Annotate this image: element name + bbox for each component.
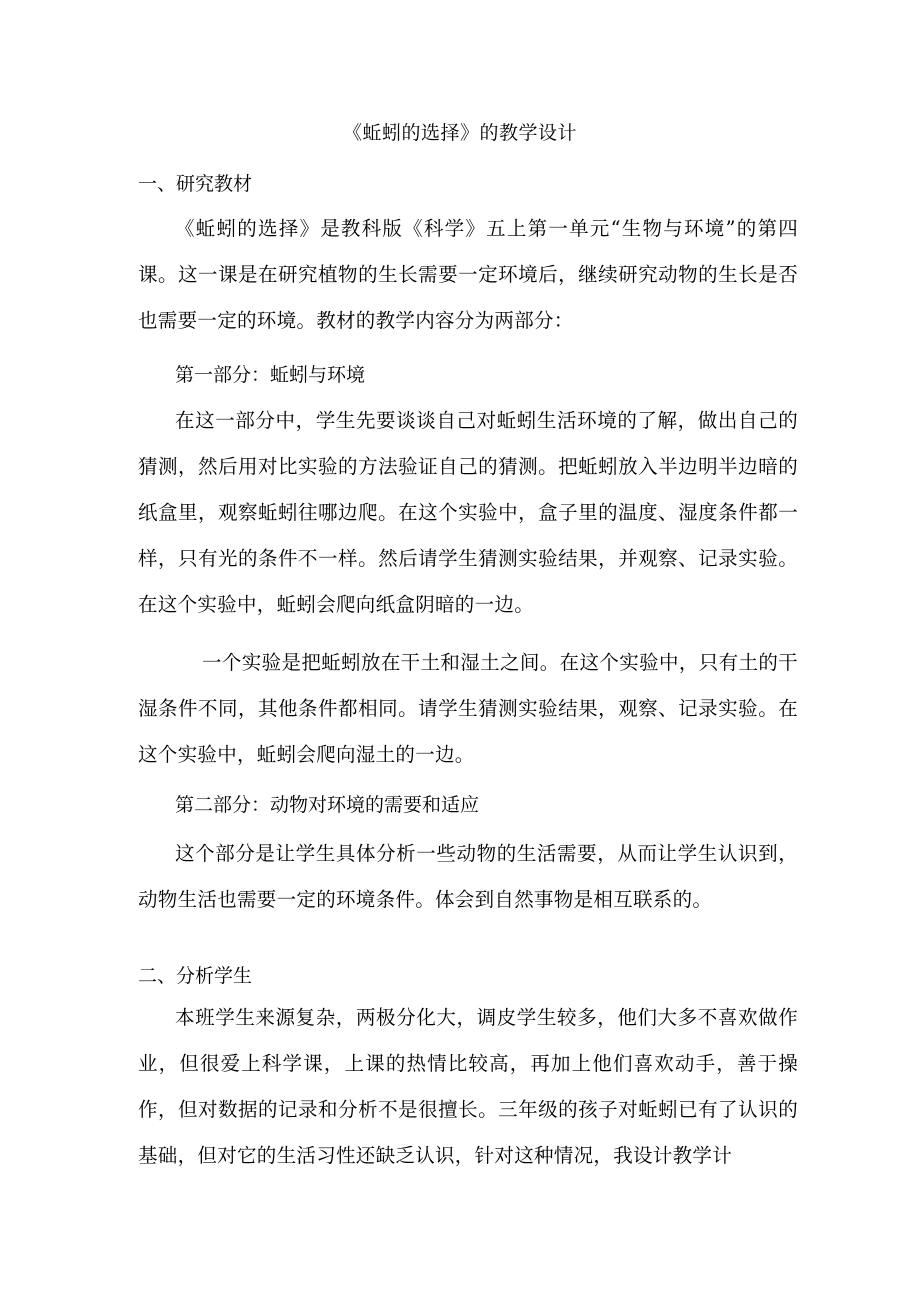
paragraph-intro: 《蚯蚓的选择》是教科版《科学》五上第一单元“生物与环境”的第四课。这一课是在研究植物的生长需要一定环境后，继续研究动物的生长是否也需要一定的环境。教材的教学内容分为两部分： — [138, 217, 798, 332]
paragraph-part1-experiment-light: 在这一部分中，学生先要谈谈自己对蚯蚓生活环境的了解，做出自己的猜测，然后用对比实验的方法验证自己的猜测。把蚯蚓放入半边明半边暗的纸盒里，观察蚯蚓往哪边爬。在这个实验中，盒子里的温度、湿度条件都一样，只有光的条件不一样。然后请学生猜测实验结果，并观察、记录实验。在这个实验中，蚯蚓会爬向纸盒阴暗的一边。 — [138, 409, 798, 616]
paragraph-students: 本班学生来源复杂，两极分化大，调皮学生较多，他们大多不喜欢做作业，但很爱上科学课，上课的热情比较高，再加上他们喜欢动手，善于操作，但对数据的记录和分析不是很擅长。三年级的孩子对蚯蚓已有了认识的基础，但对它的生活习性还缺乏认识，针对这种情况，我设计教学计 — [138, 1006, 798, 1167]
document-title: 《蚯蚓的选择》的教学设计 — [342, 122, 577, 144]
part1-heading: 第一部分：蚯蚓与环境 — [175, 364, 366, 386]
section-heading-analyze-students: 二、分析学生 — [138, 965, 253, 987]
section-heading-research-materials: 一、研究教材 — [138, 173, 253, 195]
paragraph-part1-experiment-moisture: 一个实验是把蚯蚓放在干土和湿土之间。在这个实验中，只有土的干湿条件不同，其他条件都相同。请学生猜测实验结果，观察、记录实验。在这个实验中，蚯蚓会爬向湿土的一边。 — [138, 651, 798, 766]
part2-heading: 第二部分：动物对环境的需要和适应 — [175, 794, 480, 816]
paragraph-part2: 这个部分是让学生具体分析一些动物的生活需要，从而让学生认识到，动物生活也需要一定的环境条件。体会到自然事物是相互联系的。 — [138, 842, 798, 911]
